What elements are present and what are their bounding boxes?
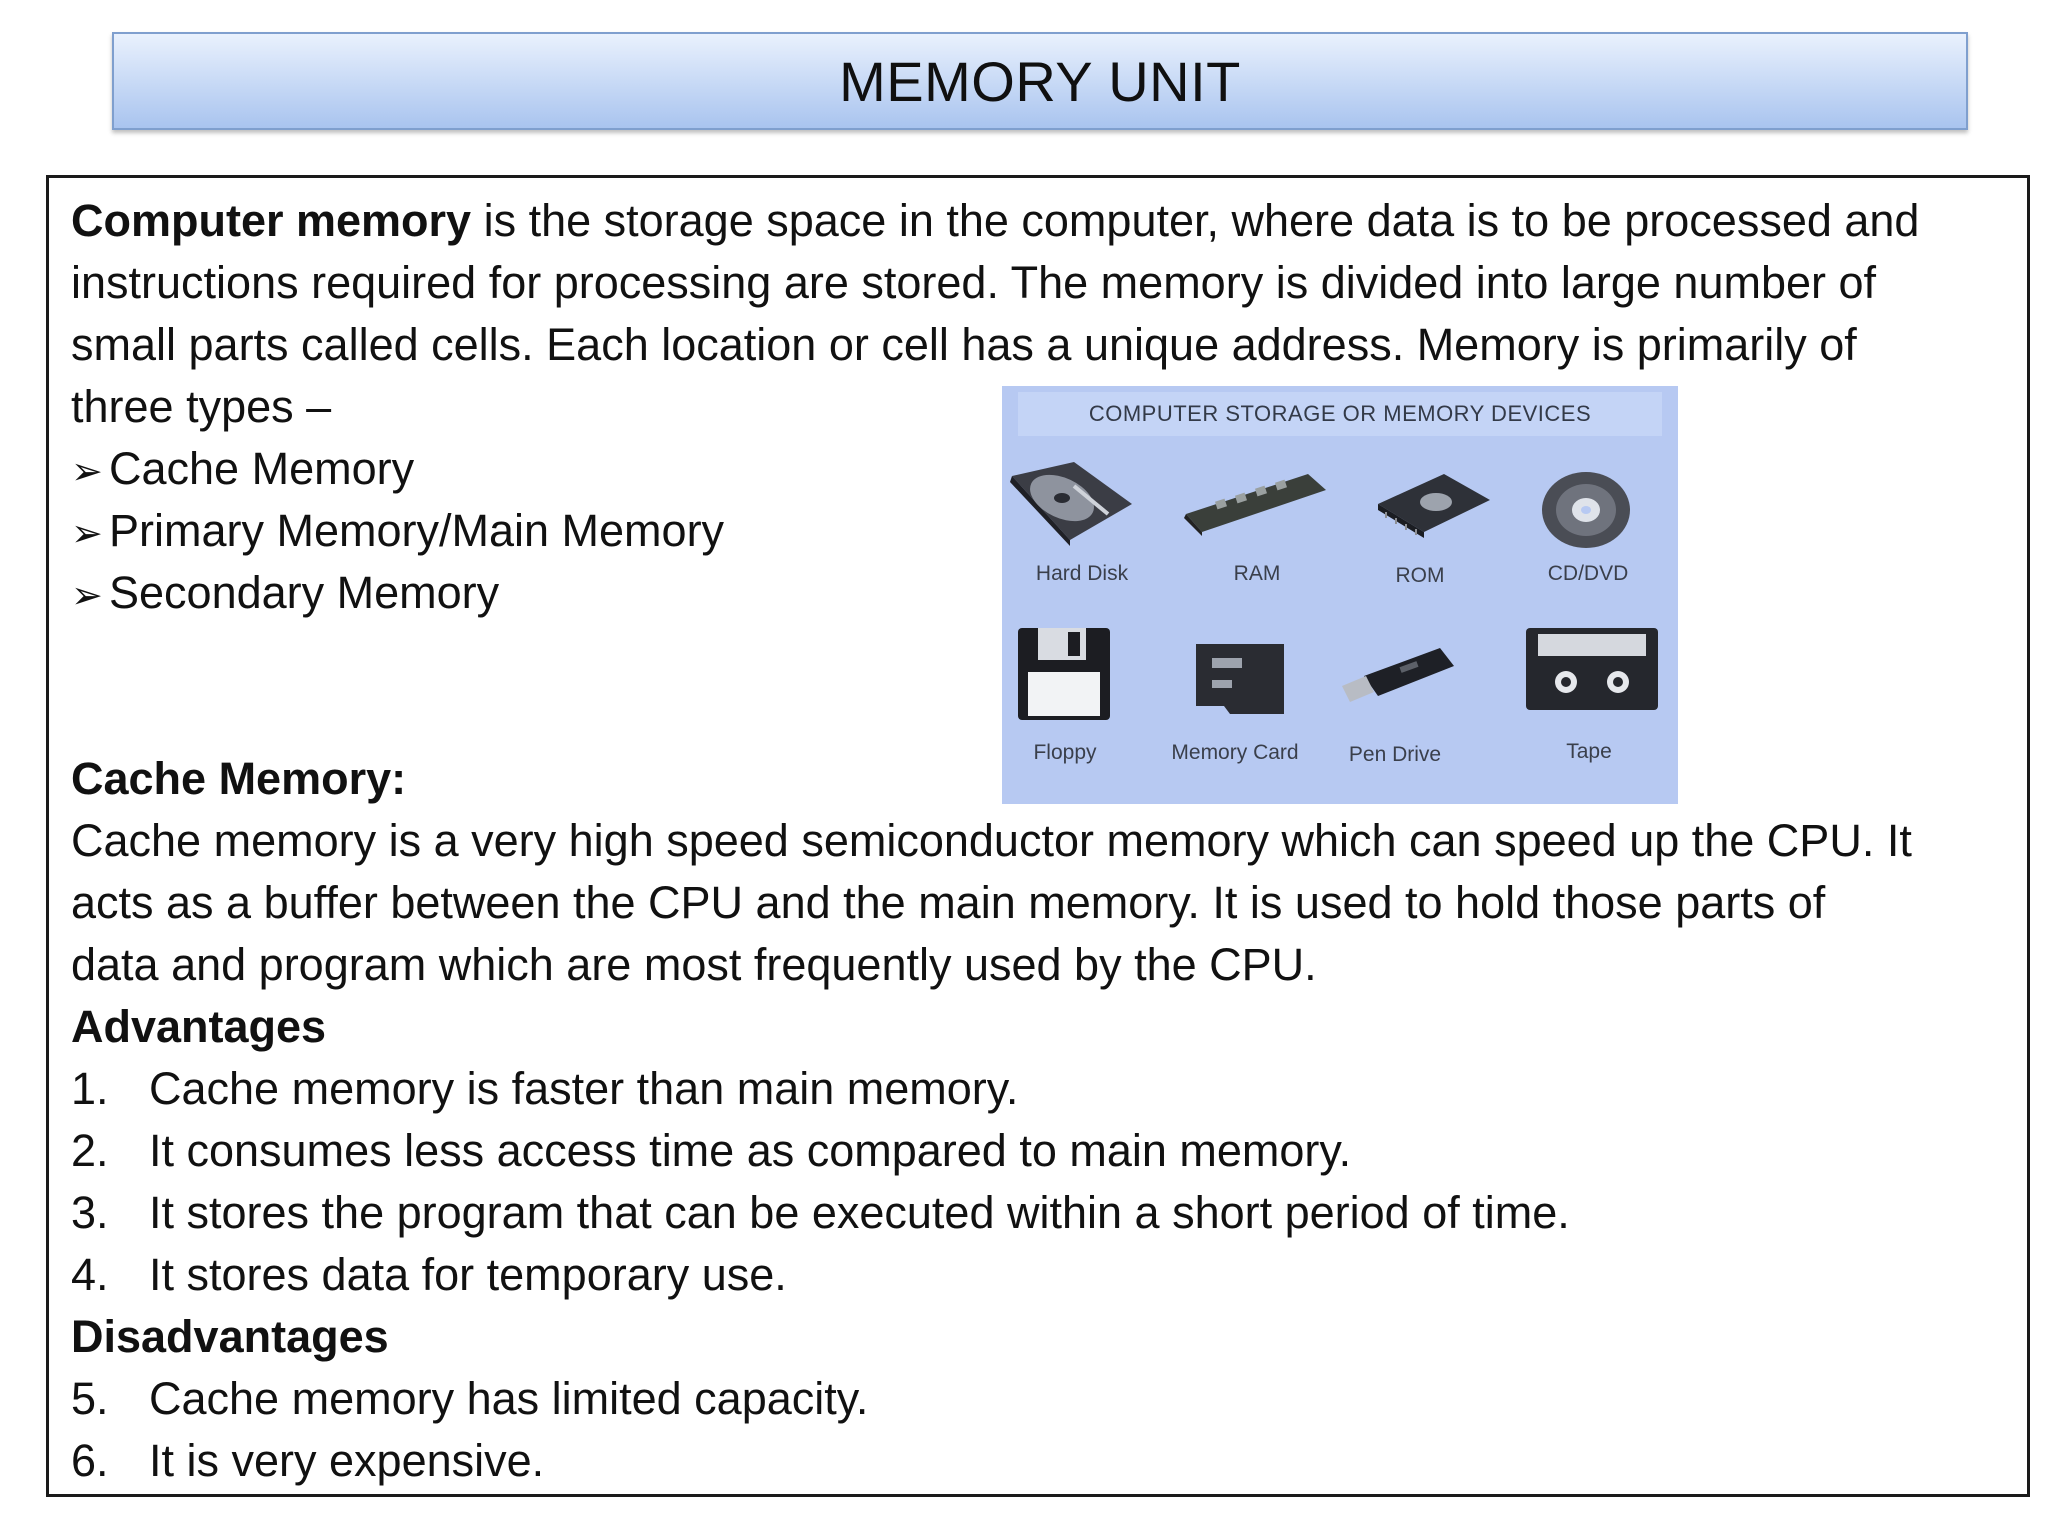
memory-type-item xyxy=(71,562,499,627)
list-item-number: 6. xyxy=(71,1435,109,1486)
list-item xyxy=(71,1058,1018,1120)
memory-type-label: Primary Memory/Main Memory xyxy=(109,505,725,556)
storage-devices-figure xyxy=(1002,386,1678,804)
arrow-bullet-icon: ➢ xyxy=(71,513,103,555)
device-label: CD/DVD xyxy=(1547,562,1629,585)
figure-header: COMPUTER STORAGE OR MEMORY DEVICES xyxy=(1018,392,1662,436)
cache-description-line: data and program which are most frequently used by the CPU. xyxy=(71,939,1317,990)
intro-term: Computer memory xyxy=(71,195,472,246)
intro-line-3: small parts called cells. Each location or cell has a unique address. Memory is primarily of xyxy=(71,319,1857,370)
slide-title: MEMORY UNIT xyxy=(839,49,1241,113)
tape-icon xyxy=(1522,624,1662,714)
list-item-number: 1. xyxy=(71,1063,109,1114)
device-label: Floppy xyxy=(1033,741,1097,764)
list-item-number: 3. xyxy=(71,1187,109,1238)
intro-line-4: three types – xyxy=(71,381,332,432)
list-item xyxy=(71,1182,1570,1244)
intro-line-2: instructions required for processing are stored. The memory is divided into large number of xyxy=(71,257,1877,308)
list-item-number: 5. xyxy=(71,1373,109,1424)
device-label: ROM xyxy=(1395,564,1445,587)
memory-type-item xyxy=(71,500,724,565)
list-item-text: It stores data for temporary use. xyxy=(149,1249,787,1300)
title-banner xyxy=(112,32,1968,130)
hard-disk-icon xyxy=(1004,456,1136,548)
arrow-bullet-icon: ➢ xyxy=(71,575,103,617)
rom-icon xyxy=(1374,466,1494,544)
memory-card-icon xyxy=(1190,640,1290,722)
memory-type-label: Secondary Memory xyxy=(109,567,500,618)
pen-drive-icon xyxy=(1330,642,1460,708)
cache-description-line: Cache memory is a very high speed semiconductor memory which can speed up the CPU. It xyxy=(71,815,1912,866)
list-item-number: 2. xyxy=(71,1125,109,1176)
list-item-text: Cache memory has limited capacity. xyxy=(149,1373,869,1424)
cache-description-line: acts as a buffer between the CPU and the main memory. It is used to hold those parts of xyxy=(71,877,1826,928)
list-item xyxy=(71,1120,1351,1182)
list-item-text: It stores the program that can be executed within a short period of time. xyxy=(149,1187,1570,1238)
list-item-text: It is very expensive. xyxy=(149,1435,545,1486)
intro-line-1-text: is the storage space in the computer, where data is to be processed and xyxy=(471,195,1920,246)
cd-dvd-icon xyxy=(1538,466,1634,552)
memory-type-item xyxy=(71,438,414,503)
arrow-bullet-icon: ➢ xyxy=(71,451,103,493)
cache-heading: Cache Memory: xyxy=(71,753,407,804)
device-label: Hard Disk xyxy=(1035,562,1129,585)
memory-type-label: Cache Memory xyxy=(109,443,415,494)
list-item xyxy=(71,1368,868,1430)
floppy-icon xyxy=(1014,624,1114,724)
list-item-text: It consumes less access time as compared to main memory. xyxy=(149,1125,1352,1176)
list-item xyxy=(71,1430,544,1492)
list-item-number: 4. xyxy=(71,1249,109,1300)
disadvantages-heading: Disadvantages xyxy=(71,1311,389,1362)
content-box xyxy=(46,175,2030,1497)
device-label: RAM xyxy=(1233,562,1281,585)
list-item-text: Cache memory is faster than main memory. xyxy=(149,1063,1019,1114)
list-item xyxy=(71,1244,787,1306)
device-label: Tape xyxy=(1566,740,1612,763)
advantages-heading: Advantages xyxy=(71,1001,327,1052)
intro-line-1 xyxy=(71,190,1919,252)
device-label: Pen Drive xyxy=(1348,743,1442,766)
device-label: Memory Card xyxy=(1171,741,1299,764)
ram-icon xyxy=(1180,468,1330,538)
